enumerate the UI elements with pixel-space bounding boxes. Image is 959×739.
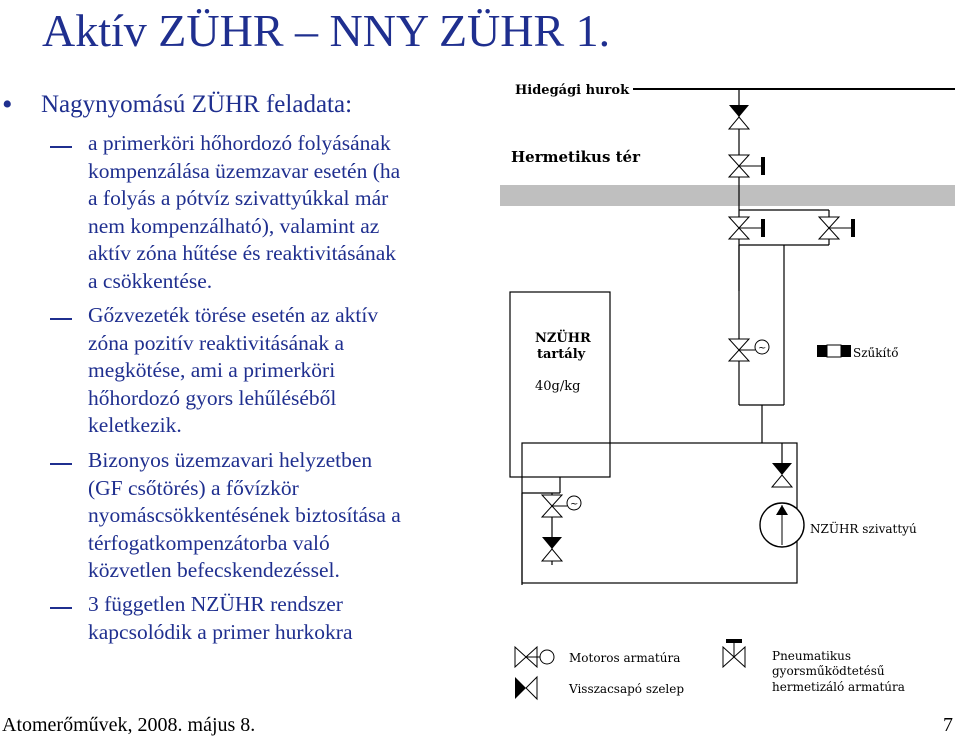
pump-label: NZÜHR szivattyú	[810, 522, 917, 536]
slide-title: Aktív ZÜHR – NNY ZÜHR 1.	[42, 5, 611, 56]
subitem-line: a primerköri hőhordozó folyásának	[88, 131, 391, 155]
check-valve-icon	[772, 463, 792, 487]
subitem-line: a csökkentése.	[88, 268, 213, 293]
dash-marker	[50, 607, 72, 609]
tank-label-1: NZÜHR	[535, 331, 591, 346]
subitem-line: keletkezik.	[88, 413, 182, 437]
tank-concentration: 40g/kg	[535, 379, 581, 394]
subitem-3	[88, 447, 498, 585]
dash-marker	[50, 146, 72, 148]
motor-valve-icon	[729, 339, 769, 361]
subitem-line: kapcsolódik a primer hurkokra	[88, 619, 353, 644]
subitem-1	[88, 130, 498, 295]
subitem-line: 3 független NZÜHR rendszer	[88, 592, 343, 616]
subitem-line: közvetlen befecskendezéssel.	[88, 558, 340, 582]
legend-pneumatic-1: Pneumatikus	[772, 649, 851, 663]
legend-pneumatic-icon	[723, 639, 745, 667]
nzuhr-schematic	[497, 75, 955, 705]
subitem-line: térfogatkompenzátorba való	[88, 530, 330, 555]
legend-motor-icon	[515, 647, 554, 667]
subitem-4	[88, 591, 498, 646]
legend-pneumatic-3: hermetizáló armatúra	[772, 680, 905, 694]
subitem-line: nyomáscsökkentésének biztosítása a	[88, 503, 401, 527]
legend-pneumatic-2: gyorsműködtetésű	[772, 664, 885, 678]
dash-marker	[50, 318, 72, 320]
containment-label: Hermetikus tér	[511, 148, 641, 166]
check-valve-icon	[729, 105, 749, 129]
pneumatic-valve-icon	[729, 155, 765, 177]
pneumatic-valve-icon	[819, 217, 855, 239]
subitem-line: hőhordozó gyors lehűléséből	[88, 385, 337, 410]
dash-marker	[50, 463, 72, 465]
subitem-line: megkötése, ami a primerköri	[88, 358, 336, 382]
pneumatic-valve-icon	[729, 217, 765, 239]
motor-valve-icon	[542, 495, 581, 517]
subitem-line: a folyás a pótvíz szivattyúkkal már	[88, 186, 389, 210]
legend-check-label: Visszacsapó szelep	[569, 682, 685, 696]
footer-date: Atomerőművek, 2008. május 8.	[2, 714, 256, 736]
subitem-line: Bizonyos üzemzavari helyzetben	[88, 448, 373, 472]
legend-check-icon	[515, 677, 537, 699]
bullet-marker: •	[2, 88, 13, 121]
pump-icon	[760, 503, 804, 547]
subitem-line: zóna pozitív reaktivitásának a	[88, 330, 345, 355]
subitem-line: nem kompenzálható), valamint az	[88, 213, 380, 238]
legend-motor-label: Motoros armatúra	[569, 651, 681, 665]
motor-symbol: ~	[758, 343, 767, 354]
containment-band	[500, 185, 955, 206]
subitem-2	[88, 302, 498, 440]
motor-symbol: ~	[570, 499, 579, 510]
check-valve-icon	[542, 537, 562, 561]
page-number: 7	[943, 714, 953, 736]
subitem-line: kompenzálása üzemzavar esetén (ha	[88, 158, 401, 183]
cold-leg-label: Hidegági hurok	[515, 83, 630, 98]
subitem-line: (GF csőtörés) a fővízkör	[88, 475, 299, 500]
bullet-heading: Nagynyomású ZÜHR feladata:	[41, 91, 353, 118]
subitem-line: aktív zóna hűtése és reaktivitásának	[88, 241, 397, 265]
subitem-line: Gőzvezeték törése esetén az aktív	[88, 303, 379, 327]
orifice-icon	[817, 345, 851, 357]
tank-label-2: tartály	[537, 347, 586, 362]
orifice-label: Szűkítő	[853, 346, 899, 360]
